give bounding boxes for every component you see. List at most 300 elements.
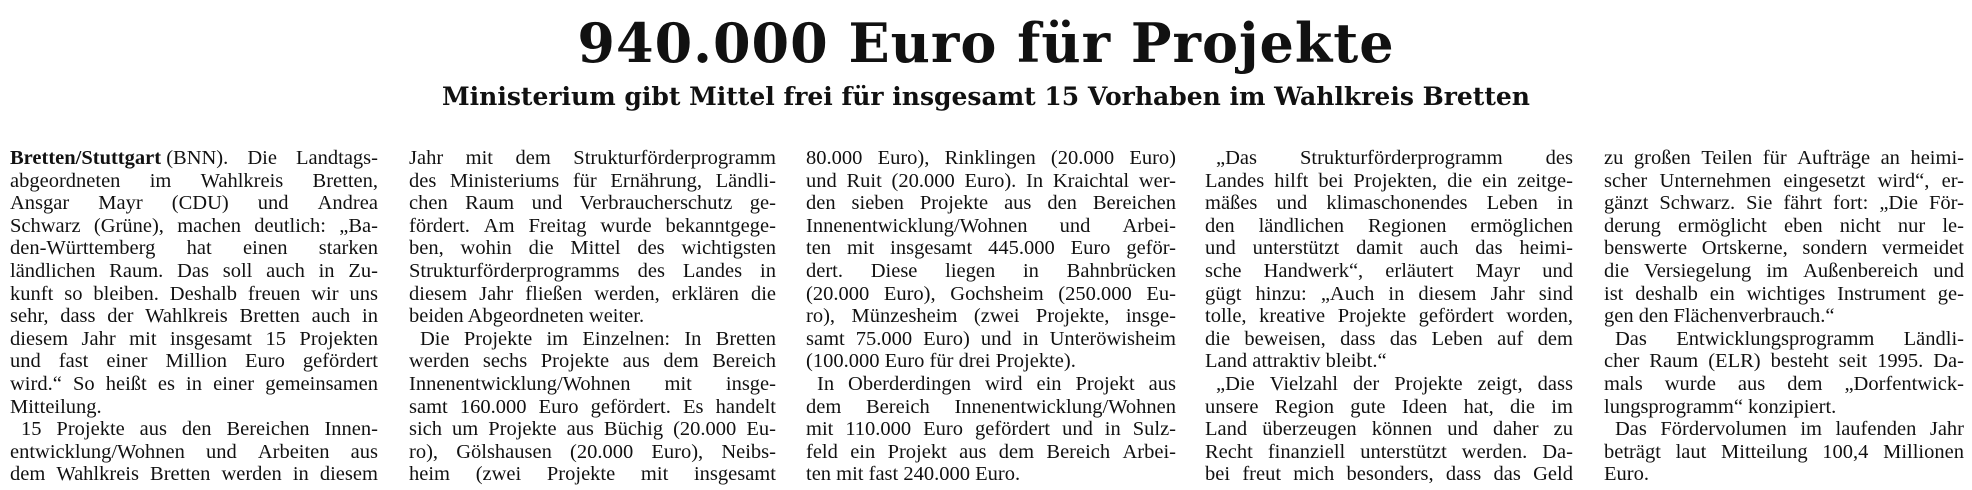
word: wichtiges — [1746, 282, 1826, 305]
word: den — [1047, 192, 1077, 215]
word: Projekt — [1075, 372, 1135, 395]
text-line — [806, 328, 1176, 351]
word: dem — [663, 350, 699, 373]
word: im — [1800, 418, 1822, 441]
word: heißt — [105, 372, 147, 395]
word: Verbraucherschutz — [579, 192, 733, 215]
word: nur — [1897, 214, 1926, 237]
word: Versiegelung — [1644, 259, 1752, 282]
word: heim — [409, 463, 450, 486]
word: in — [1388, 282, 1405, 305]
word: und — [1062, 418, 1093, 441]
word: erläutert — [1385, 259, 1454, 282]
word: ro), — [806, 305, 836, 328]
word: wurde — [1664, 372, 1716, 395]
word: (Grüne), — [93, 214, 164, 237]
word: Euro) — [1129, 147, 1176, 169]
text-line — [1604, 418, 1964, 441]
text-line — [10, 305, 378, 328]
word: das — [1389, 327, 1418, 350]
dateline: Bretten/Stuttgart — [10, 147, 162, 169]
word: Landes — [682, 259, 743, 282]
word: Projekten, — [1353, 169, 1438, 192]
word: (20.000 — [1050, 147, 1115, 169]
text-column-3 — [806, 147, 1176, 486]
word: Projekte — [919, 192, 989, 215]
word: Innenentwicklung/Wohnen — [409, 372, 631, 395]
word: 445.000 — [988, 237, 1055, 260]
word: Freitag — [528, 214, 587, 237]
word: im — [546, 327, 569, 350]
word: mit — [846, 237, 875, 260]
text-line — [1205, 283, 1573, 306]
word: gügt — [1205, 282, 1242, 305]
word: 110.000 — [845, 418, 912, 441]
word: ist — [1604, 282, 1624, 305]
word: laut — [1675, 440, 1707, 463]
word: Innenentwicklung/Wohnen — [954, 395, 1176, 418]
word: aus — [566, 418, 594, 441]
text-line — [409, 147, 776, 170]
word: wird“, — [1877, 169, 1930, 192]
text-line — [10, 418, 378, 441]
word: (20.000 — [806, 282, 870, 305]
text-line — [1604, 283, 1964, 306]
text-line — [10, 328, 378, 351]
word: Das — [1615, 418, 1647, 441]
word: in — [1022, 327, 1039, 350]
word: ge- — [749, 192, 776, 215]
word: Mayr — [1475, 259, 1521, 282]
word: dass — [60, 305, 96, 328]
word: Projekte, — [1035, 305, 1110, 328]
word: Außenbereich — [1803, 259, 1919, 282]
word: Arbeiten — [257, 440, 330, 463]
text-line — [10, 237, 378, 260]
word: und — [1205, 237, 1236, 260]
word: und — [980, 327, 1012, 350]
word: dem — [1537, 327, 1573, 350]
text-line — [1604, 328, 1964, 351]
word: im — [1551, 395, 1573, 418]
word: ro), — [409, 440, 439, 463]
word: erklären — [671, 282, 739, 305]
word: feld — [806, 440, 838, 463]
text-line: ten mit fast 240.000 Euro. — [806, 463, 1021, 486]
word: mals — [1604, 372, 1643, 395]
word: Strukturförderprogramm — [1299, 147, 1503, 169]
word: aus — [622, 350, 650, 373]
word: Bereichen — [1092, 192, 1176, 215]
word: hinzu: — [1255, 282, 1307, 305]
word: Bereich — [1046, 440, 1111, 463]
word: Arbei- — [1122, 440, 1176, 463]
text-line — [1205, 305, 1573, 328]
word: Projekte — [488, 418, 557, 441]
word: För- — [1929, 192, 1964, 215]
word: Jahr — [1490, 282, 1525, 305]
word: eben — [1783, 214, 1823, 237]
word: 75.000 — [855, 327, 913, 350]
word: derung — [1604, 214, 1661, 237]
word: an — [1880, 147, 1900, 169]
word: (CDU) — [171, 192, 229, 215]
word: ländlichen — [1258, 214, 1344, 237]
word: Handwerk“, — [1263, 259, 1364, 282]
word: Die — [247, 147, 277, 169]
text-line: Land attraktiv bleibt.“ — [1205, 350, 1387, 373]
text-column-2 — [409, 147, 776, 486]
word: mich — [1293, 463, 1335, 486]
word: zu — [1604, 147, 1624, 169]
word: werden — [221, 463, 282, 486]
text-line — [1604, 192, 1964, 215]
word: Diese — [870, 259, 918, 282]
word: wohin — [460, 237, 512, 260]
word: ermöglichen — [1470, 214, 1573, 237]
word: in — [1022, 259, 1039, 282]
word: damit — [1356, 237, 1403, 260]
text-line — [1604, 441, 1964, 464]
word: und — [257, 192, 289, 215]
word: zeitge- — [1517, 169, 1573, 192]
word: Gochsheim — [950, 282, 1044, 305]
word: dem — [1787, 372, 1823, 395]
word: entwicklung/Wohnen — [10, 440, 185, 463]
word: aus — [1148, 372, 1176, 395]
word: Euro — [244, 350, 285, 373]
word: uns — [349, 282, 378, 305]
word: in — [362, 305, 378, 328]
word: Unteröwisheim — [1049, 327, 1176, 350]
word: ein — [850, 440, 876, 463]
word: unsere — [1205, 395, 1259, 418]
word: chen — [409, 192, 448, 215]
word: Aufträge — [1797, 147, 1871, 169]
word: Strukturförderprogramms — [409, 259, 620, 282]
word: diesem — [10, 327, 69, 350]
word: beweisen, — [1244, 327, 1326, 350]
word: Eu- — [746, 418, 776, 441]
word: wer- — [1138, 169, 1176, 192]
word: Schwarz — [10, 214, 81, 237]
word: wird.“ — [10, 372, 62, 395]
word: deutlich: — [254, 214, 326, 237]
text-line — [806, 283, 1176, 306]
word: fließen — [525, 282, 583, 305]
word: den — [181, 418, 212, 441]
word: finanziell — [1267, 440, 1346, 463]
word: gefördert. — [590, 395, 671, 418]
word: insgesamt — [693, 463, 776, 486]
text-line — [409, 373, 776, 396]
word: machen — [177, 214, 241, 237]
word: dem — [515, 147, 551, 169]
text-line — [1205, 192, 1573, 215]
word: Rinklingen — [944, 147, 1036, 169]
word: Da- — [1933, 350, 1964, 373]
word: (20.000 — [570, 440, 634, 463]
word: auch — [1419, 237, 1459, 260]
text-line — [10, 260, 378, 283]
word: Geld — [1533, 463, 1573, 486]
word: Zu- — [348, 259, 378, 282]
word: „Ba- — [339, 214, 378, 237]
word: bekanntgege- — [665, 214, 776, 237]
word: unterstützt — [1252, 237, 1340, 260]
word: Mittel — [570, 237, 621, 260]
word: gänzt — [1604, 192, 1649, 215]
word: Einzelnen: — [582, 327, 671, 350]
word: insgesamt — [890, 237, 973, 260]
text-line — [806, 170, 1176, 193]
word: benswerte — [1604, 237, 1688, 260]
text-line — [10, 147, 378, 170]
word: deshalb — [1635, 282, 1698, 305]
word: Jahr — [479, 282, 514, 305]
word: Projekt — [887, 440, 947, 463]
word: Regionen — [1367, 214, 1447, 237]
text-line — [409, 170, 776, 193]
word: nicht — [1839, 214, 1881, 237]
word: diesem — [409, 282, 468, 305]
word: „Die — [1216, 372, 1255, 395]
word: (250.000 — [1058, 282, 1132, 305]
word: Projekte — [56, 418, 125, 441]
text-line — [409, 328, 776, 351]
text-line: beiden Abgeordneten weiter. — [409, 305, 645, 328]
word: und — [1059, 214, 1091, 237]
word: daher — [1493, 418, 1539, 441]
text-line — [1604, 373, 1964, 396]
word: gefördert — [974, 418, 1051, 441]
word: worden, — [1506, 305, 1573, 328]
text-line: lungsprogramm“ konzipiert. — [1604, 395, 1837, 418]
word: wichtigsten — [681, 237, 776, 260]
word: Am — [483, 214, 515, 237]
word: Euro — [1070, 237, 1111, 260]
word: gute — [1350, 395, 1386, 418]
word: so — [64, 282, 83, 305]
word: Ideen — [1401, 395, 1448, 418]
text-line: Mitteilung. — [10, 395, 102, 418]
text-line — [1205, 147, 1573, 170]
word: Bretten — [239, 305, 300, 328]
word: Deshalb — [169, 282, 237, 305]
word: und — [1447, 418, 1478, 441]
text-line — [1205, 373, 1573, 396]
word: können — [1371, 418, 1433, 441]
word: den — [806, 192, 836, 215]
word: auch — [266, 259, 305, 282]
word: Ländli- — [715, 169, 776, 192]
article-headline: 940.000 Euro für Projekte — [577, 11, 1395, 75]
text-column-1 — [10, 147, 378, 486]
word: 1995. — [1877, 350, 1924, 373]
word: beträgt — [1604, 440, 1661, 463]
word: Euro), — [883, 282, 936, 305]
word: Unternehmen — [1659, 169, 1772, 192]
word: wir — [311, 282, 339, 305]
word: 80.000 — [806, 147, 863, 169]
word: Da- — [1542, 440, 1573, 463]
text-line — [1205, 170, 1573, 193]
word: dass — [1445, 463, 1482, 486]
word: Innen- — [324, 418, 378, 441]
word: das — [1493, 463, 1521, 486]
word: „Dorfentwick- — [1844, 372, 1964, 395]
text-line — [409, 418, 776, 441]
text-line — [806, 147, 1176, 170]
word: ländlichen — [10, 259, 96, 282]
word: eingesetzt — [1783, 169, 1866, 192]
word: (20.000 — [673, 418, 737, 441]
word: aus — [350, 440, 378, 463]
word: des — [409, 169, 437, 192]
word: „Das — [1216, 147, 1257, 169]
word: handelt — [715, 395, 776, 418]
word: le- — [1942, 214, 1964, 237]
word: Land — [1205, 418, 1248, 441]
word: und — [10, 350, 41, 373]
word: wurde — [600, 214, 652, 237]
word: sondern — [1802, 237, 1868, 260]
word: Leben — [1486, 192, 1538, 215]
word: ein — [1482, 169, 1508, 192]
text-line — [1604, 147, 1964, 170]
word: Leben — [1431, 327, 1483, 350]
word: heimi- — [1910, 147, 1964, 169]
word: unterstützt — [1360, 440, 1447, 463]
text-line — [1604, 260, 1964, 283]
word: Projekte — [463, 327, 533, 350]
word: vermeidet — [1882, 237, 1964, 260]
text-line — [1205, 260, 1573, 283]
word: Ortskerne, — [1701, 237, 1788, 260]
word: mit — [465, 147, 493, 169]
word: es — [157, 372, 175, 395]
word: den — [1205, 214, 1235, 237]
word: auch — [311, 305, 351, 328]
text-line — [10, 283, 378, 306]
word: Euro), — [651, 440, 704, 463]
word: freut — [1242, 463, 1282, 486]
word: (20.000 — [891, 169, 955, 192]
word: geför- — [1126, 237, 1176, 260]
word: die — [1205, 327, 1231, 350]
text-line — [1205, 396, 1573, 419]
word: 15 — [265, 327, 286, 350]
word: dass — [1340, 327, 1376, 350]
word: Euro), — [877, 147, 930, 169]
word: (zwei — [973, 305, 1020, 328]
text-line — [1205, 463, 1573, 486]
word: Bereichen — [226, 418, 310, 441]
word: dem — [10, 463, 46, 486]
word: überzeugen — [1262, 418, 1357, 441]
word: Projekte — [1337, 305, 1407, 328]
text-line — [806, 373, 1176, 396]
word: Teilen — [1701, 147, 1753, 169]
word: tolle, — [1205, 305, 1247, 328]
word: ermöglicht — [1678, 214, 1767, 237]
word: kreative — [1259, 305, 1326, 328]
word: der — [107, 305, 134, 328]
word: Schwarz. — [1659, 192, 1736, 215]
text-line — [409, 350, 776, 373]
text-line — [806, 305, 1176, 328]
text-line — [409, 396, 776, 419]
word: Projekten — [299, 327, 378, 350]
word: starken — [318, 237, 378, 260]
word: Bahnbrücken — [1066, 259, 1176, 282]
word: dem — [998, 440, 1035, 463]
word: Mitteilung — [1721, 440, 1808, 463]
word: ben, — [409, 237, 444, 260]
text-line — [409, 215, 776, 238]
word: die — [1604, 259, 1630, 282]
word: Sie — [1746, 192, 1773, 215]
word: dem — [806, 395, 842, 418]
word: aus — [1004, 192, 1032, 215]
word: und — [1542, 259, 1573, 282]
word: laufenden — [1835, 418, 1917, 441]
word: Wahlkreis — [200, 169, 284, 192]
word: Innenentwicklung/Wohnen — [806, 214, 1028, 237]
word: werden. — [1461, 440, 1528, 463]
text-line — [10, 373, 378, 396]
word: Fördervolumen — [1660, 418, 1787, 441]
text-line — [10, 441, 378, 464]
word: Ländli- — [1903, 327, 1964, 350]
word: Landes — [1205, 169, 1265, 192]
word: Büchig — [603, 418, 664, 441]
word: fördert. — [409, 214, 470, 237]
word: zeigt, — [1477, 372, 1523, 395]
word: fast — [58, 350, 89, 373]
word: um — [452, 418, 479, 441]
text-line — [10, 350, 378, 373]
word: er- — [1941, 169, 1964, 192]
text-line — [1205, 237, 1573, 260]
word: Bretten/Stuttgart (BNN). — [10, 147, 229, 169]
word: Raum. — [109, 259, 164, 282]
word: Raum — [1649, 350, 1699, 373]
text-line — [1205, 328, 1573, 351]
word: des — [1545, 147, 1573, 169]
word: (ELR) — [1708, 350, 1761, 373]
word: heimi- — [1519, 237, 1573, 260]
word: So — [72, 372, 95, 395]
word: in — [292, 463, 309, 486]
word: das — [1475, 237, 1503, 260]
word: Jahr — [81, 327, 116, 350]
text-line — [806, 396, 1176, 419]
word: hat — [186, 237, 212, 260]
word: gefördert — [302, 350, 378, 373]
word: scher — [1604, 169, 1648, 192]
word: diesem — [1418, 282, 1477, 305]
word: und — [806, 169, 837, 192]
word: Projekte — [1394, 372, 1463, 395]
word: sche — [1205, 259, 1242, 282]
word: besonders, — [1346, 463, 1434, 486]
text-line — [1604, 350, 1964, 373]
word: insgesamt — [169, 327, 252, 350]
word: sechs — [482, 350, 528, 373]
word: kunft — [10, 282, 54, 305]
text-line: Euro. — [1604, 463, 1649, 486]
